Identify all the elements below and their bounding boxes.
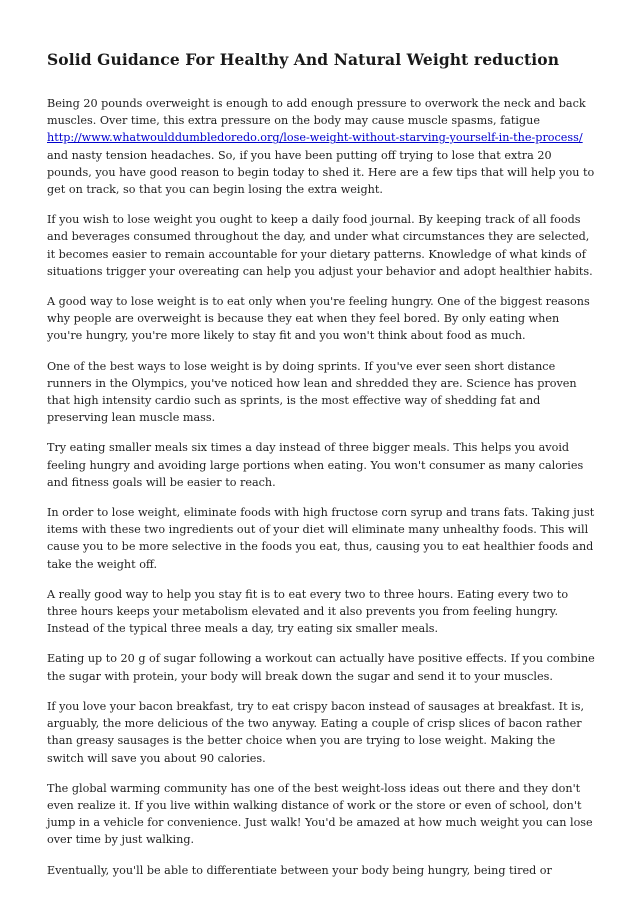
page-title: Solid Guidance For Healthy And Natural Weight reduction [47,50,560,69]
paragraph-sprints: One of the best ways to lose weight is by doing sprints. If you've ever seen short distance runners in the Olympics, you've noticed how lean and shredded they are. Science has proven that high intensity cardio such as sprints, is the most effective way of shedding fat and preserving lean muscle mass. [47,359,577,425]
paragraph-walking: The global warming community has one of the best weight-loss ideas out there and they don't even realize it. If you live within walking distance of work or the store or even of school, don't jump in a vehicle for convenience. Just walk! You'd be amazed at how much weight you can lose over time by just walking. [47,781,593,847]
paragraph-differentiate-hunger: Eventually, you'll be able to differentiate between your body being hungry, being tired or [47,863,552,877]
paragraph-eat-every-few-hours: A really good way to help you stay fit is to eat every two to three hours. Eating every two to three hours keeps your metabolism elevated and it also prevents you from feeling hungry. Instead of the typical three meals a day, try eating six smaller meals. [47,587,569,636]
paragraph-bacon-breakfast: If you love your bacon breakfast, try to eat crispy bacon instead of sausages at breakfast. It is, arguably, the more delicious of the two anyway. Eating a couple of crisp slices of bacon rather than greasy sausages is the better choice when you are trying to lose weight. Making the switch will save you about 90 calories. [47,699,585,765]
paragraph-eat-when-hungry: A good way to lose weight is to eat only when you're feeling hungry. One of the biggest reasons why people are overweight is because they eat when they feel bored. By only eating when you're hungry, you're more likely to stay fit and you won't think about food as much. [47,295,590,343]
intro-text-before-link: Being 20 pounds overweight is enough to add enough pressure to overwork the neck and back muscles. Over time, this extra pressure on the body may cause muscle spasms, fatigue [47,97,586,128]
document-page [47,49,595,892]
paragraph-sugar-after-workout: Eating up to 20 g of sugar following a workout can actually have positive effects. If you combine the sugar with protein, your body will break down the sugar and send it to your muscles. [47,652,595,683]
intro-text-after-link: and nasty tension headaches. So, if you have been putting off trying to lose that extra 20 pounds, you have good reason to begin today to shed it. Here are a few tips that will help you to get on track, so that you can begin losing the extra weight. [47,148,595,197]
paragraph-fructose-trans-fats: In order to lose weight, eliminate foods with high fructose corn syrup and trans fats. Taking just items with these two ingredients out of your diet will eliminate many unhealthy foods. This will cause you to be more selective in the foods you eat, thus, causing you to eat healthier foods and take the weight off. [47,506,595,571]
intro-paragraph [47,95,595,198]
paragraph-food-journal: If you wish to lose weight you ought to keep a daily food journal. By keeping track of all foods and beverages consumed throughout the day, and under what circumstances they are selected, it becomes easier to remain accountable for your dietary patterns. Knowledge of what kinds of situations trigger your overeating can help you adjust your behavior and adopt healthier habits. [47,213,593,278]
paragraph-smaller-meals: Try eating smaller meals six times a day instead of three bigger meals. This helps you avoid feeling hungry and avoiding large portions when eating. You won't consumer as many calories and fitness goals will be easier to reach. [47,441,584,489]
article-link[interactable]: http://www.whatwoulddumbledoredo.org/lose-weight-without-starving-yourself-in-the-process/ [47,131,583,145]
